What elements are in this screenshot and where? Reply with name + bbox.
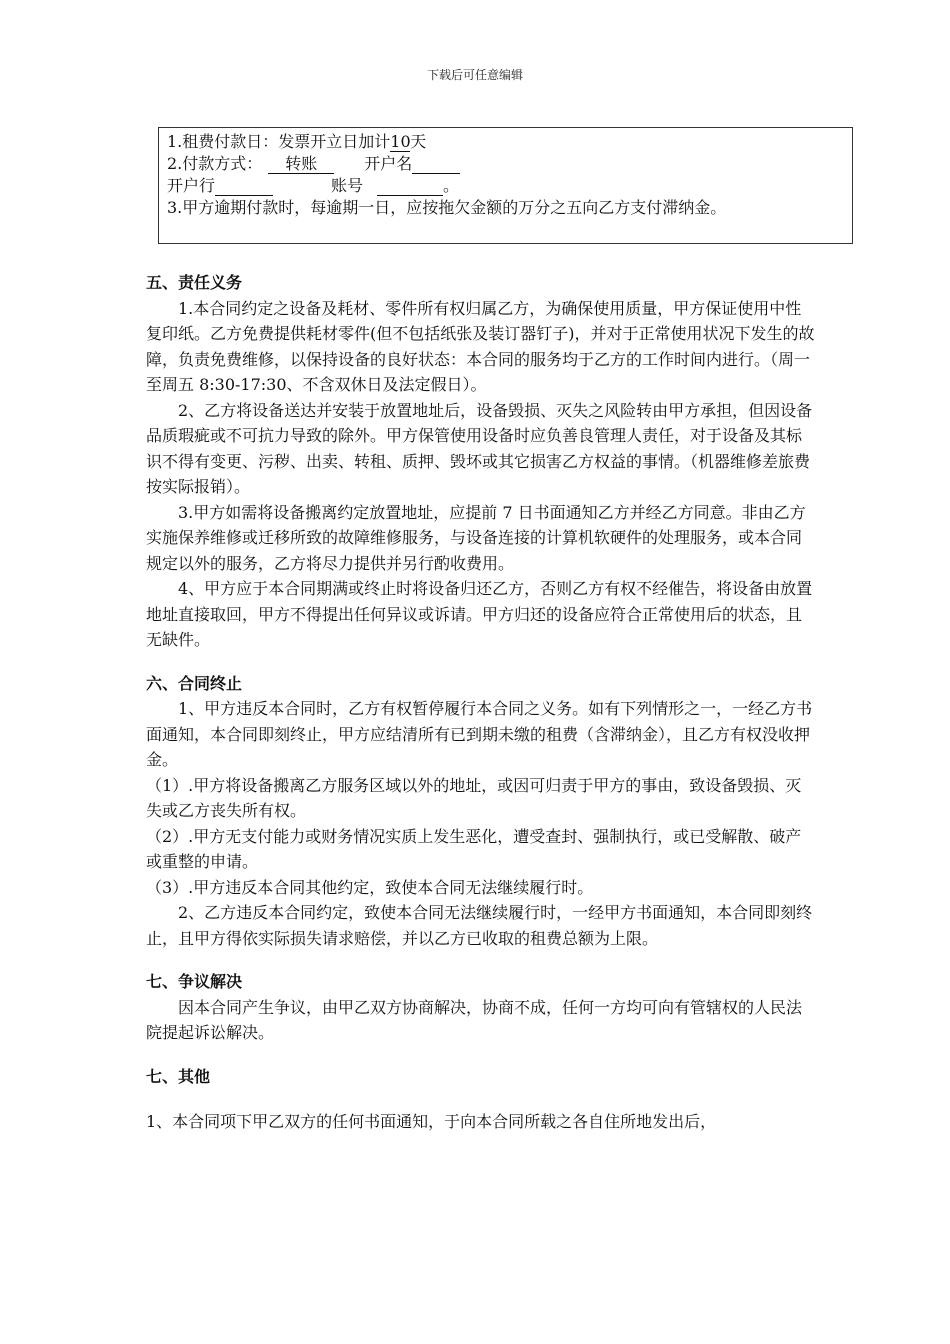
list-item: （1）.甲方将设备搬离乙方服务区域以外的地址，或因可归责于甲方的事由，致设备毁损、灭失或乙方丧失所有权。	[146, 775, 802, 820]
section-title: 七、争议解决	[146, 972, 243, 991]
payment-method-field[interactable]: 转账	[268, 155, 334, 174]
section-other	[146, 1064, 816, 1135]
bank-field[interactable]	[215, 177, 273, 196]
account-name-label: 开户名	[364, 154, 413, 173]
paragraph: 1.本合同约定之设备及耗材、零件所有权归属乙方，为确保使用质量，甲方保证使用中性复印纸。乙方免费提供耗材零件(但不包括纸张及装订器钉子)，并对于正常使用状况下发生的故障，负责免费维修，以保持设备的良好状态：本合同的服务均于乙方的工作时间内进行。（周一至周五 8:30-17:30、不含双休日及法定假日）。	[146, 298, 815, 394]
payment-line-4: 3.甲方逾期付款时，每逾期一日，应按拖欠金额的万分之五向乙方支付滞纳金。	[167, 198, 727, 217]
section-title: 六、合同终止	[146, 673, 243, 693]
paragraph: 2、乙方将设备送达并安装于放置地址后，设备毁损、灭失之风险转由甲方承担，但因设备品质瑕疵或不可抗力导致的除外。甲方保管使用设备时应负善良管理人责任，对于设备及其标识不得有变更、污秽、出卖、转租、质押、毁坏或其它损害乙方权益的事情。（机器维修差旅费按实际报销）。	[146, 400, 813, 496]
contract-body	[146, 270, 816, 1153]
payment-method-label: 2.付款方式：	[167, 154, 263, 173]
payment-line-3	[167, 175, 852, 197]
section-title: 五、责任义务	[146, 273, 243, 292]
paragraph: 1、本合同项下甲乙双方的任何书面通知，于向本合同所载之各自住所地发出后，	[146, 1112, 717, 1131]
account-number-field[interactable]	[377, 177, 443, 196]
list-item: （3）.甲方违反本合同其他约定，致使本合同无法继续履行时。	[146, 877, 594, 897]
bank-label: 开户行	[167, 176, 216, 195]
paragraph: 3.甲方如需将设备搬离约定放置地址，应提前 7 日书面通知乙方并经乙方同意。非由乙方实施保养维修或迁移所致的故障维修服务，与设备连接的计算机软硬件的处理服务，或本合同规定以外的服务，乙方将尽力提供并另行酌收费用。	[146, 502, 806, 573]
account-number-label: 账号	[331, 176, 364, 195]
payment-due-label: 1.租费付款日：发票开立日加计	[167, 132, 391, 151]
payment-terms-box	[158, 127, 853, 244]
list-item: （2）.甲方无支付能力或财务情况实质上发生恶化，遭受查封、强制执行，或已受解散、破产或重整的申请。	[146, 826, 802, 871]
payment-due-unit: 天	[410, 132, 427, 151]
payment-due-days[interactable]: 10	[390, 132, 411, 151]
paragraph: 4、甲方应于本合同期满或终止时将设备归还乙方，否则乙方有权不经催告，将设备由放置地址直接取回，甲方不得提出任何异议或诉请。甲方归还的设备应符合正常使用后的状态，且无缺件。	[146, 579, 813, 649]
payment-line-1	[167, 131, 852, 153]
section-termination	[146, 671, 816, 952]
account-number-end: 。	[443, 176, 460, 195]
paragraph: 2、乙方违反本合同约定，致使本合同无法继续履行时，一经甲方书面通知，本合同即刻终止，且甲方得依实际损失请求赔偿，并以乙方已收取的租费总额为上限。	[146, 903, 813, 948]
paragraph: 因本合同产生争议，由甲乙双方协商解决，协商不成，任何一方均可向有管辖权的人民法院提起诉讼解决。	[146, 997, 803, 1042]
account-name-field[interactable]	[412, 155, 460, 174]
paragraph: 1、甲方违反本合同时，乙方有权暂停履行本合同之义务。如有下列情形之一，一经乙方书面通知，本合同即刻终止，甲方应结清所有已到期未缴的租费（含滞纳金），且乙方有权没收押金。	[146, 699, 813, 769]
section-dispute	[146, 969, 816, 1046]
payment-line-2	[167, 153, 852, 175]
page-header: 下载后可任意编辑	[426, 68, 523, 82]
section-responsibilities	[146, 270, 816, 653]
section-title: 七、其他	[146, 1066, 211, 1086]
